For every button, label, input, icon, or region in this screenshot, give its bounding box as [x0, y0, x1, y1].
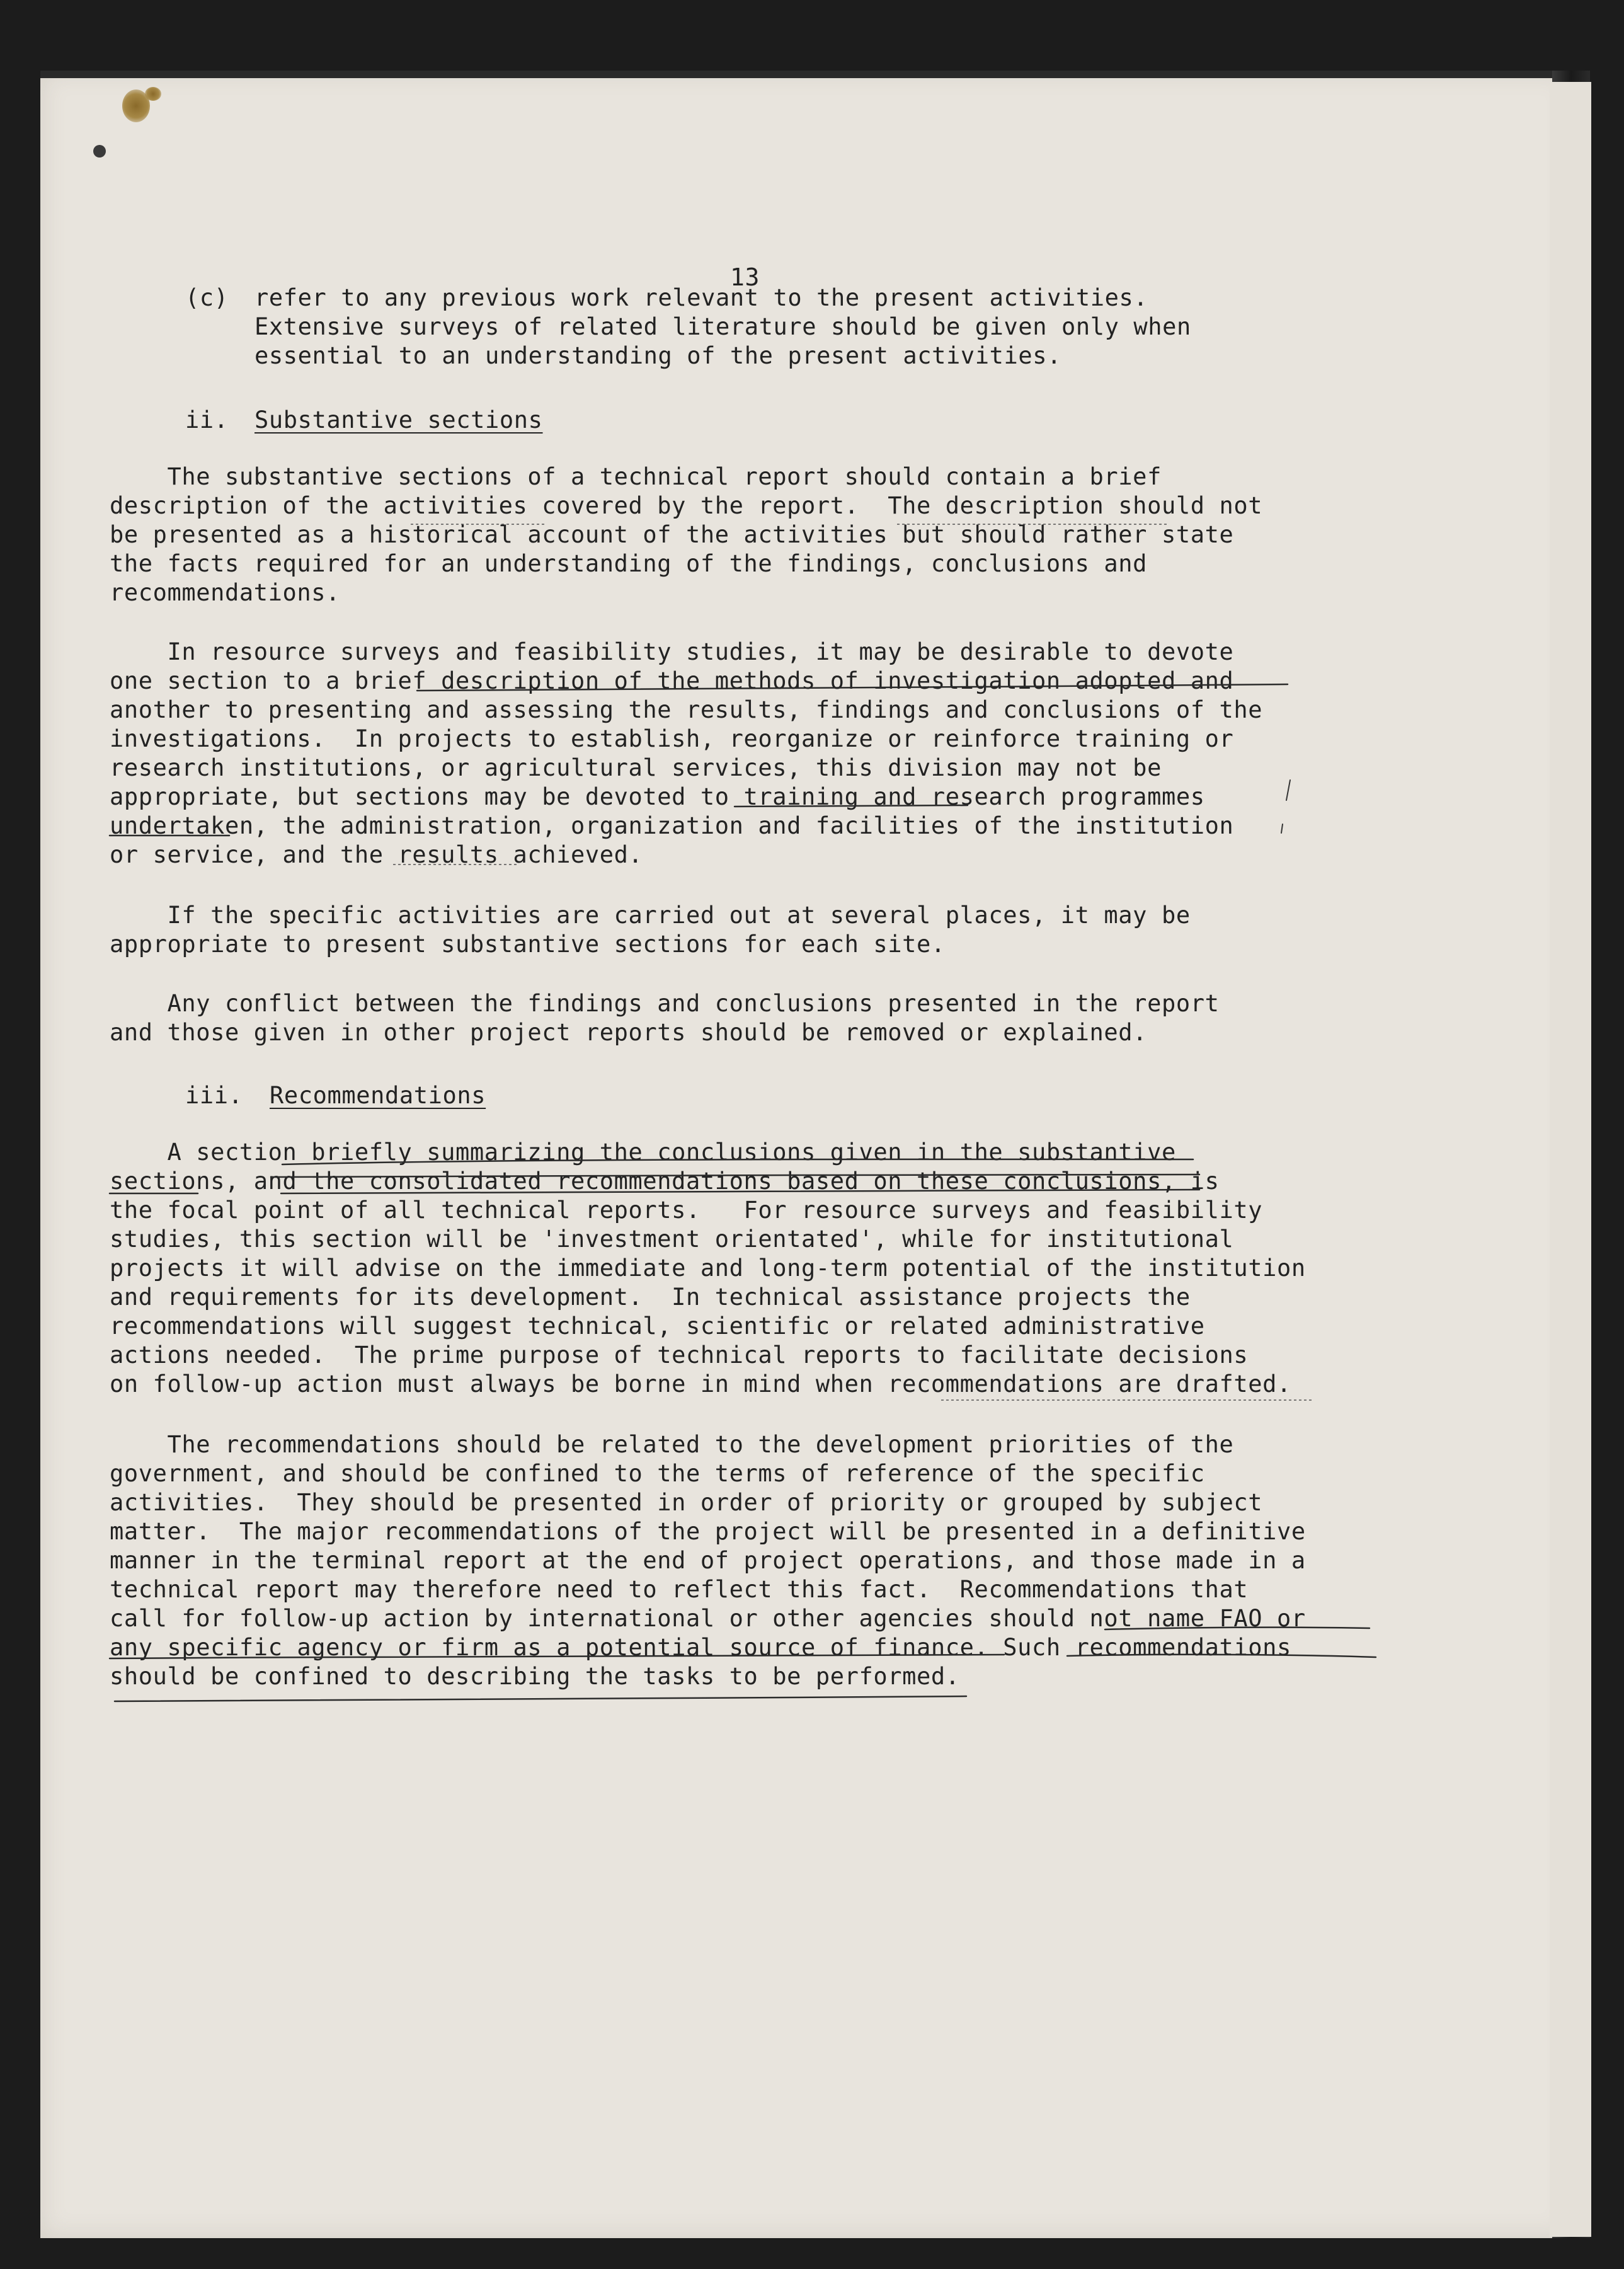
pen-underline	[417, 684, 1288, 691]
paragraph-line: should be confined to describing the tasks to be performed.	[110, 1663, 960, 1690]
item-c-line: refer to any previous work relevant to the present activities.	[254, 284, 1148, 311]
paragraph-line: studies, this section will be 'investment orientated', while for institutional	[110, 1226, 1234, 1253]
paragraph-line: appropriate, but sections may be devoted to training and research programmes	[110, 783, 1205, 810]
paragraph-line: be presented as a historical account of the activities but should rather state	[110, 521, 1234, 548]
paragraph-line: recommendations.	[110, 579, 341, 606]
paragraph-line: If the specific activities are carried out at several places, it may be	[110, 902, 1191, 929]
paragraph-line: investigations. In projects to establish, reorganize or reinforce training or	[110, 725, 1234, 752]
pen-underline	[1105, 1628, 1370, 1629]
paragraph-line: A section briefly summarizing the conclusions given in the substantive	[110, 1139, 1176, 1166]
paragraph-line: Any conflict between the findings and conclusions presented in the report	[110, 990, 1220, 1017]
section-ii-heading: Substantive sections	[254, 406, 543, 434]
paragraph-line: description of the activities covered by the report. The description should not	[110, 492, 1263, 519]
margin-check-mark	[1281, 824, 1283, 833]
document-page	[40, 71, 1571, 2238]
section-ii-numeral: ii.	[185, 406, 229, 434]
paragraph-line: on follow-up action must always be borne in mind when recommendations are drafted.	[110, 1370, 1291, 1398]
item-c-label: (c)	[185, 284, 229, 311]
paragraph-line: projects it will advise on the immediate and long-term potential of the institution	[110, 1255, 1306, 1282]
pen-underline	[110, 1655, 1004, 1658]
paragraph-line: undertaken, the administration, organization and facilities of the institution	[110, 812, 1234, 839]
paragraph-line: research institutions, or agricultural services, this division may not be	[110, 754, 1162, 781]
paragraph-line: the facts required for an understanding of the findings, conclusions and	[110, 550, 1148, 577]
underlying-page-edge	[1550, 82, 1591, 2237]
item-c-line: essential to an understanding of the present activities.	[254, 342, 1062, 369]
paragraph-line: the focal point of all technical reports. For resource surveys and feasibility	[110, 1197, 1263, 1224]
pen-underline	[115, 1696, 966, 1701]
pen-underline	[1067, 1655, 1376, 1657]
paragraph-line: technical report may therefore need to reflect this fact. Recommendations that	[110, 1576, 1249, 1603]
pen-underline	[282, 1159, 1193, 1164]
paragraph-line: actions needed. The prime purpose of technical reports to facilitate decisions	[110, 1341, 1249, 1369]
paragraph-line: sections, and the consolidated recommendations based on these conclusions, is	[110, 1168, 1220, 1195]
paragraph-line: In resource surveys and feasibility studies, it may be desirable to devote	[110, 638, 1234, 665]
paragraph-line: The substantive sections of a technical report should contain a brief	[110, 463, 1162, 490]
paragraph-line: call for follow-up action by international or other agencies should not name FAO or	[110, 1605, 1306, 1632]
paragraph-line: recommendations will suggest technical, scientific or related administrative	[110, 1313, 1205, 1340]
pen-underline	[281, 1190, 1199, 1193]
section-iii-heading: Recommendations	[270, 1082, 486, 1109]
paragraph-line: appropriate to present substantive sections for each site.	[110, 931, 946, 958]
paragraph-line: and requirements for its development. In technical assistance projects the	[110, 1284, 1191, 1311]
paragraph-line: The recommendations should be related to the development priorities of the	[110, 1431, 1234, 1458]
paragraph-line: manner in the terminal report at the end of project operations, and those made in a	[110, 1547, 1306, 1574]
paragraph-line: activities. They should be presented in order of priority or grouped by subject	[110, 1489, 1263, 1516]
paragraph-line: government, and should be confined to the terms of reference of the specific	[110, 1460, 1205, 1487]
paragraph-line: another to presenting and assessing the results, findings and conclusions of the	[110, 696, 1263, 723]
margin-check-mark	[1286, 780, 1290, 800]
pen-underline	[735, 805, 968, 807]
paragraph-line: or service, and the results achieved.	[110, 841, 643, 868]
handwritten-underlines	[40, 71, 1571, 2238]
paragraph-line: and those given in other project reports should be removed or explained.	[110, 1019, 1148, 1046]
section-iii-numeral: iii.	[185, 1082, 243, 1109]
page-number: 13	[730, 263, 760, 291]
paragraph-line: any specific agency or firm as a potential source of finance. Such recommendations	[110, 1634, 1291, 1661]
item-c-line: Extensive surveys of related literature should be given only when	[254, 313, 1191, 340]
paragraph-line: matter. The major recommendations of the project will be presented in a definitive	[110, 1518, 1306, 1545]
paragraph-line: one section to a brief description of the methods of investigation adopted and	[110, 667, 1234, 694]
pen-underline	[271, 1175, 1199, 1177]
